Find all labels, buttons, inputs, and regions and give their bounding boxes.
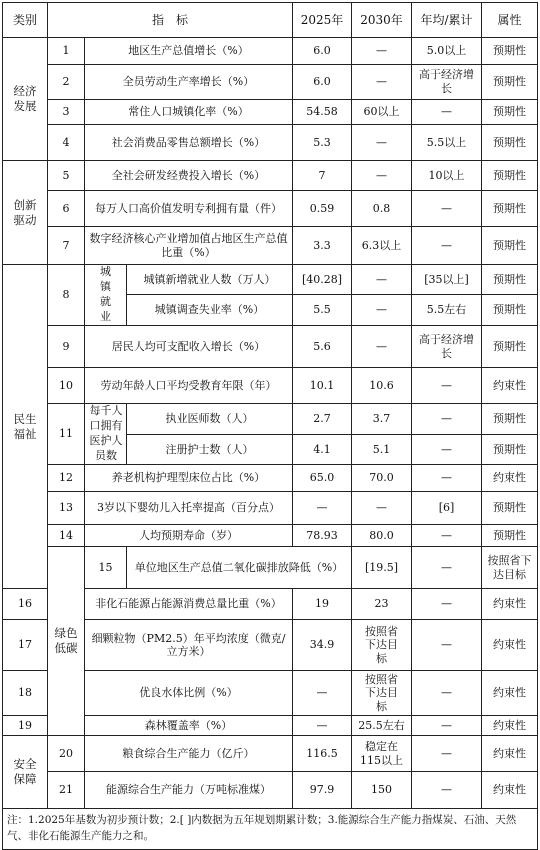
value-2030: — (352, 295, 412, 326)
header-2025: 2025年 (293, 3, 352, 38)
value-2025: 97.9 (293, 772, 352, 809)
attribute: 约束性 (482, 620, 538, 671)
indicator-name: 人均预期寿命（岁） (85, 525, 293, 547)
indicator-name: 城镇新增就业人数（万人） (127, 265, 293, 295)
row-number: 6 (48, 191, 85, 227)
value-avg: 10以上 (412, 161, 482, 191)
table-row (3, 736, 538, 772)
table-row (3, 191, 538, 227)
category-green: 绿色低碳 (48, 547, 85, 736)
value-2025: 54.58 (293, 100, 352, 125)
row-number: 11 (48, 404, 85, 465)
value-avg: — (412, 772, 482, 809)
value-2025: 34.9 (293, 620, 352, 671)
row-number: 13 (48, 492, 85, 525)
row-number: 16 (3, 589, 48, 620)
value-2025: [40.28] (293, 265, 352, 295)
row-number: 7 (48, 227, 85, 265)
indicator-name: 单位地区生产总值二氧化碳排放降低（%） (127, 547, 352, 589)
value-2025: 116.5 (293, 736, 352, 772)
value-2025: 10.1 (293, 368, 352, 404)
table-row (3, 227, 538, 265)
attribute: 预期性 (482, 404, 538, 435)
value-2025: — (293, 492, 352, 525)
attribute: 预期性 (482, 492, 538, 525)
attribute: 约束性 (482, 772, 538, 809)
category-security: 安全保障 (3, 736, 48, 809)
value-2030: — (352, 265, 412, 295)
row-number: 19 (3, 716, 48, 736)
table-row (3, 265, 538, 295)
value-avg: — (412, 736, 482, 772)
indicator-name: 居民人均可支配收入增长（%） (85, 326, 293, 368)
value-avg: — (412, 671, 482, 716)
row-number: 3 (48, 100, 85, 125)
indicator-name: 执业医师数（人） (127, 404, 293, 435)
indicator-name: 养老机构护理型床位占比（%） (85, 465, 293, 492)
indicator-name: 非化石能源占能源消费总量比重（%） (85, 589, 293, 620)
value-avg: 5.0以上 (412, 38, 482, 65)
attribute: 预期性 (482, 38, 538, 65)
attribute: 约束性 (482, 736, 538, 772)
indicator-name: 优良水体比例（%） (85, 671, 293, 716)
table-row (3, 772, 538, 809)
indicator-name: 数字经济核心产业增加值占地区生产总值比重（%） (85, 227, 293, 265)
value-2025: 5.5 (293, 295, 352, 326)
category-economy: 经济发展 (3, 38, 48, 161)
indicator-name: 全员劳动生产率增长（%） (85, 65, 293, 100)
row-number: 1 (48, 38, 85, 65)
value-2025: 0.59 (293, 191, 352, 227)
value-2030: — (352, 65, 412, 100)
value-2025: 7 (293, 161, 352, 191)
value-avg: 按照省下达目标 (482, 547, 538, 589)
category-livelihood: 民生福祉 (3, 265, 48, 589)
indicator-name: 森林覆盖率（%） (85, 716, 293, 736)
value-2025: 65.0 (293, 465, 352, 492)
table-row (3, 161, 538, 191)
table-row (3, 465, 538, 492)
row-number: 20 (48, 736, 85, 772)
attribute: 约束性 (482, 671, 538, 716)
value-2030: — (352, 125, 412, 161)
value-avg: — (412, 191, 482, 227)
attribute: 预期性 (482, 100, 538, 125)
value-2025: 5.6 (293, 326, 352, 368)
value-2025: — (293, 671, 352, 716)
value-avg: — (412, 589, 482, 620)
value-2025: 78.93 (293, 525, 352, 547)
value-2025: 6.0 (293, 65, 352, 100)
attribute: 预期性 (482, 125, 538, 161)
value-2030: 80.0 (352, 525, 412, 547)
group-medical-staff: 每千人口拥有医护人员数 (85, 404, 127, 465)
value-2025: 19 (293, 589, 352, 620)
value-avg: — (412, 525, 482, 547)
value-2030: 0.8 (352, 191, 412, 227)
row-number: 10 (48, 368, 85, 404)
attribute: 预期性 (482, 227, 538, 265)
table-row (3, 492, 538, 525)
indicator-table-container (2, 2, 537, 850)
value-2025: 2.7 (293, 404, 352, 435)
value-avg: — (412, 404, 482, 435)
value-2030: 3.7 (352, 404, 412, 435)
value-2030: 按照省下达目标 (352, 620, 412, 671)
indicator-name: 粮食综合生产能力（亿斤） (85, 736, 293, 772)
row-number: 5 (48, 161, 85, 191)
indicator-name: 每万人口高价值发明专利拥有量（件） (85, 191, 293, 227)
attribute: 预期性 (482, 191, 538, 227)
attribute: 预期性 (482, 265, 538, 295)
row-number: 18 (3, 671, 48, 716)
value-2030: — (352, 161, 412, 191)
value-2030: — (352, 492, 412, 525)
attribute: 预期性 (482, 295, 538, 326)
value-2030: — (352, 38, 412, 65)
attribute: 预期性 (482, 525, 538, 547)
indicator-name: 常住人口城镇化率（%） (85, 100, 293, 125)
value-2030: 6.3以上 (352, 227, 412, 265)
value-2030: 5.1 (352, 435, 412, 465)
value-2025: [19.5] (352, 547, 412, 589)
table-row (3, 525, 538, 547)
value-avg: — (412, 100, 482, 125)
value-avg: — (412, 716, 482, 736)
note-row (3, 809, 538, 850)
attribute: 预期性 (482, 161, 538, 191)
attribute: 预期性 (482, 435, 538, 465)
value-2030: — (412, 547, 482, 589)
value-2030: — (352, 326, 412, 368)
value-avg: — (412, 227, 482, 265)
value-avg: — (412, 435, 482, 465)
indicator-name: 全社会研发经费投入增长（%） (85, 161, 293, 191)
value-2030: 按照省下达目标 (352, 671, 412, 716)
value-2025: 3.3 (293, 227, 352, 265)
row-number: 15 (85, 547, 127, 589)
value-avg: — (412, 465, 482, 492)
value-2030: 25.5左右 (352, 716, 412, 736)
value-avg: 高于经济增长 (412, 65, 482, 100)
value-avg: 5.5以上 (412, 125, 482, 161)
table-row (3, 404, 538, 435)
value-2030: 70.0 (352, 465, 412, 492)
indicator-name: 3岁以下婴幼儿入托率提高（百分点） (85, 492, 293, 525)
value-2025: — (293, 716, 352, 736)
table-row (3, 65, 538, 100)
value-2030: 稳定在115以上 (352, 736, 412, 772)
table-row (3, 547, 538, 589)
value-2030: 60以上 (352, 100, 412, 125)
header-attr: 属性 (482, 3, 538, 38)
row-number: 21 (48, 772, 85, 809)
value-2030: 10.6 (352, 368, 412, 404)
table-row (3, 125, 538, 161)
row-number: 8 (48, 265, 85, 326)
category-innovation: 创新驱动 (3, 161, 48, 265)
header-2030: 2030年 (352, 3, 412, 38)
value-2030: 23 (352, 589, 412, 620)
header-avg: 年均/累计 (412, 3, 482, 38)
group-urban-employment: 城镇就业 (85, 265, 127, 326)
value-avg: 高于经济增长 (412, 326, 482, 368)
indicator-name: 劳动年龄人口平均受教育年限（年） (85, 368, 293, 404)
attribute: 约束性 (482, 716, 538, 736)
header-category: 类别 (3, 3, 48, 38)
attribute: 预期性 (482, 326, 538, 368)
attribute: 约束性 (482, 368, 538, 404)
row-number: 9 (48, 326, 85, 368)
value-avg: 5.5左右 (412, 295, 482, 326)
indicator-name: 社会消费品零售总额增长（%） (85, 125, 293, 161)
table-row (3, 100, 538, 125)
row-number: 2 (48, 65, 85, 100)
header-indicator: 指 标 (48, 3, 293, 38)
value-avg: — (412, 368, 482, 404)
value-avg: [6] (412, 492, 482, 525)
attribute: 预期性 (482, 65, 538, 100)
row-number: 14 (48, 525, 85, 547)
value-2025: 4.1 (293, 435, 352, 465)
table-row (3, 368, 538, 404)
indicator-name: 细颗粒物（PM2.5）年平均浓度（微克/立方米） (85, 620, 293, 671)
row-number: 12 (48, 465, 85, 492)
indicator-name: 能源综合生产能力（万吨标准煤） (85, 772, 293, 809)
indicator-name: 地区生产总值增长（%） (85, 38, 293, 65)
value-avg: [35以上] (412, 265, 482, 295)
table-row (3, 38, 538, 65)
attribute: 约束性 (482, 465, 538, 492)
indicator-name: 城镇调查失业率（%） (127, 295, 293, 326)
value-2025: 6.0 (293, 38, 352, 65)
value-2025: 5.3 (293, 125, 352, 161)
value-avg: — (412, 620, 482, 671)
indicator-name: 注册护士数（人） (127, 435, 293, 465)
value-2030: 150 (352, 772, 412, 809)
row-number: 4 (48, 125, 85, 161)
indicator-table (2, 2, 538, 850)
table-row (3, 326, 538, 368)
attribute: 约束性 (482, 589, 538, 620)
table-note: 注：1.2025年基数为初步预计数；2.[ ]内数据为五年规划期累计数；3.能源综合生产能力指煤炭、石油、天然气、非化石能源生产能力之和。 (3, 809, 538, 850)
row-number: 17 (3, 620, 48, 671)
header-row (3, 3, 538, 38)
